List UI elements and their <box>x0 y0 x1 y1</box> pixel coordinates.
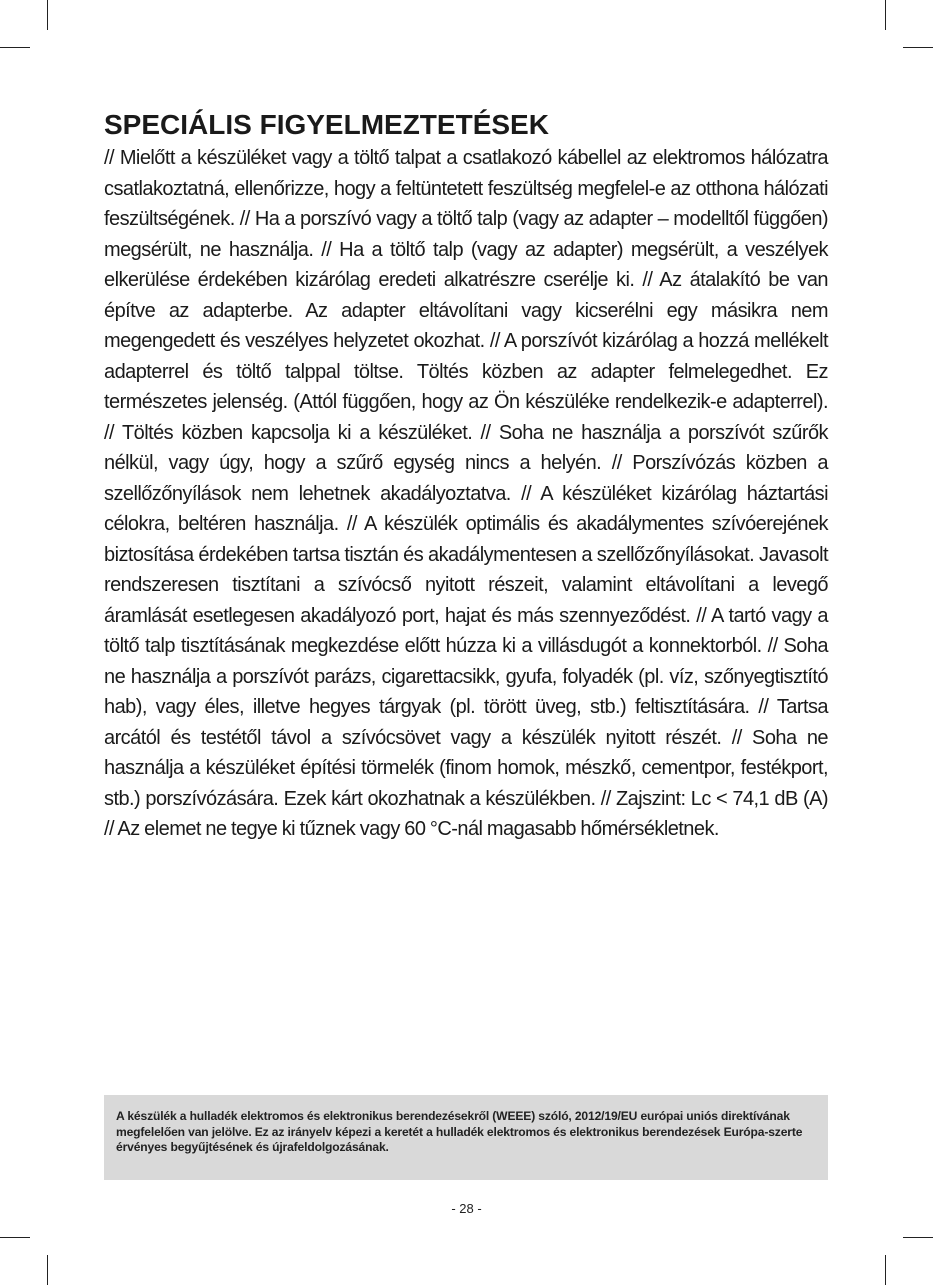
warnings-body-text: // Mielőtt a készüléket vagy a töltő talpat a csatlakozó kábellel az elektromos hálózatra csatlakoztatná, ellenőrizze, hogy a feltüntetett feszültség megfelel-e az otthona hálózati feszültségének. // Ha a porszívó vagy a töltő talp (vagy az adapter – modelltől függően) megsérült, ne használja. // Ha a töltő talp (vagy az adapter) megsérült, a veszélyek elkerülése érdekében kizárólag eredeti alkatrészre cserélje ki. // Az átalakító be van építve az adapterbe. Az adapter eltávolítani vagy kicserélni egy másikra nem megengedett és veszélyes helyzetet okozhat. // A porszívót kizárólag a hozzá mellékelt adapterrel és töltő talppal töltse. Töltés közben az adapter felmelegedhet. Ez természetes jelenség. (Attól függően, hogy az Ön készüléke rendelkezik-e adapterrel). // Töltés közben kapcsolja ki a készüléket. // Soha ne használja a porszívót szűrők nélkül, vagy úgy, hogy a szűrő egység nincs a helyén. // Porszívózás közben a szellőzőnyílások nem lehetnek akadályoztatva. // A készüléket kizárólag háztartási célokra, beltéren használja. // A készülék optimális és akadálymentes szívóerejének biztosítása érdekében tartsa tisztán és akadálymentesen a szellőzőnyílásokat. Javasolt rendszeresen tisztítani a szívócső nyitott részeit, valamint eltávolítani a levegő áramlását esetlegesen akadályozó port, hajat és más szennyeződést. // A tartó vagy a töltő talp tisztításának megkezdése előtt húzza ki a villásdugót a konnektorból. // Soha ne használja a porszívót parázs, cigarettacsikk, gyufa, folyadék (pl. víz, szőnyegtisztító hab), vagy éles, illetve hegyes tárgyak (pl. törött üveg, stb.) feltisztítására. // Tartsa arcától és testétől távol a szívócsövet vagy a készülék nyitott részét. // Soha ne használja a készüléket építési törmelék (finom homok, mészkő, cementpor, festékport, stb.) porszívózására. Ezek kárt okozhatnak a készülékben. // Zajszint: Lc < 74,1 dB (A) // Az elemet ne tegye ki tűznek vagy 60 °C-nál magasabb hőmérsékletnek. <box>104 147 828 840</box>
crop-mark-bottom-left-vertical <box>47 1255 48 1285</box>
crop-mark-top-left-vertical <box>47 0 48 30</box>
section-heading: SPECIÁLIS FIGYELMEZTETÉSEK <box>104 109 549 140</box>
crop-mark-top-left-horizontal <box>0 47 30 48</box>
crop-mark-bottom-right-horizontal <box>903 1237 933 1238</box>
crop-mark-top-right-horizontal <box>903 47 933 48</box>
page-number: - 28 - <box>451 1201 482 1216</box>
crop-mark-bottom-right-vertical <box>885 1255 886 1285</box>
weee-notice-box <box>104 1095 828 1180</box>
crop-mark-top-right-vertical <box>885 0 886 30</box>
crop-mark-bottom-left-horizontal <box>0 1237 30 1238</box>
weee-notice-text: A készülék a hulladék elektromos és elektronikus berendezésekről (WEEE) szóló, 2012/19/EU európai uniós direktívának megfelelően van jelölve. Ez az irányelv képezi a keretét a hulladék elektromos és elektronikus berendezések Európa-szerte érvényes begyűjtésének és újrafeldolgozásának. <box>116 1109 803 1154</box>
